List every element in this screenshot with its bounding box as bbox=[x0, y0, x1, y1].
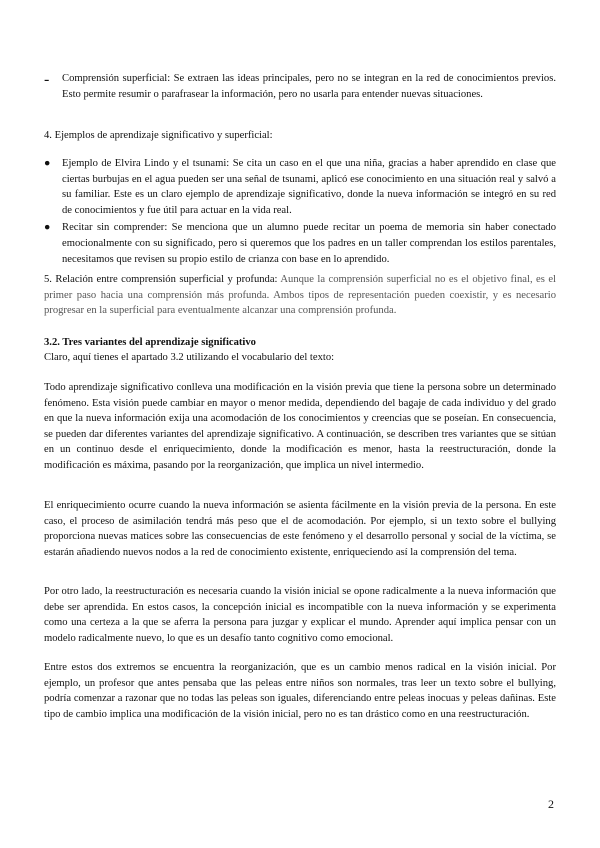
section5-text: Aunque la comprensión superficial no es el objetivo final, es el primer paso hacia una comprensión más profunda. Ambos tipos de representación pueden coexistir, y es necesario progresar en la superficial para eventualmente alcanzar una comprensión profunda. bbox=[44, 274, 556, 317]
bullet-icon: ● bbox=[44, 158, 51, 169]
dash-item-term: Comprensión superficial bbox=[62, 73, 168, 84]
body-paragraph: El enriquecimiento ocurre cuando la nueva información se asienta fácilmente en la visión previa de la persona. En este caso, el proceso de asimilación tendrá más peso que el de acomodación. Por ejemplo, si un texto sobre el bullying proporciona nuevas matices sobre las consecuencias de este fenómeno y el desarrollo personal y social de la víctima, se estarán añadiendo nuevos nodos a la red de conocimiento existente, enriqueciendo así la comprensión del tema. bbox=[44, 500, 556, 558]
dash-list-item bbox=[44, 71, 556, 102]
page-number: 2 bbox=[548, 797, 554, 811]
body-paragraph: Entre estos dos extremos se encuentra la reorganización, que es un cambio menos radical en la visión inicial. Por ejemplo, un profesor que antes pensaba que las peleas entre niños son normales, tras leer un texto sobre el bullying, podría comenzar a razonar que no todas las peleas son iguales, diferenciando entre peleas inocuas y peleas dañinas. Este tipo de cambio implica una modificación de la visión inicial, pero no es tan drástico como en una reestructuración. bbox=[44, 662, 556, 720]
bullet-term: Ejemplo de Elvira Lindo y el tsunami bbox=[62, 158, 227, 169]
bullet-term: Recitar sin comprender bbox=[62, 222, 165, 234]
section4-heading: 4. Ejemplos de aprendizaje significativo y superficial: bbox=[44, 130, 273, 141]
section5-lead: 5. Relación entre comprensión superficial y profunda: bbox=[44, 274, 278, 285]
section32-intro: Claro, aquí tienes el apartado 3.2 utilizando el vocabulario del texto: bbox=[44, 352, 335, 363]
dash-marker: - bbox=[44, 71, 50, 88]
bullet-icon: ● bbox=[44, 222, 51, 234]
body-paragraph: Todo aprendizaje significativo conlleva una modificación en la visión previa que tiene la persona sobre un determinado fenómeno. Esta visión puede cambiar en mayor o menor medida, dependiendo del bagaje de cada individuo y del grado en que la nueva información exija una acomodación de los conocimientos y creencias que se poseían. En consecuencia, se pueden dar diferentes variantes del aprendizaje significativo. A continuación, se describen tres variantes que se sitúan en un continuo desde el enriquecimiento, donde la modificación es menor, hasta la reestructuración, donde la modificación es máxima, pasando por la reorganización, que implica un nivel intermedio. bbox=[44, 382, 556, 471]
section32-heading: 3.2. Tres variantes del aprendizaje significativo bbox=[44, 337, 256, 348]
dash-item-paragraph bbox=[62, 71, 556, 102]
section4-bullet-list bbox=[44, 156, 556, 269]
bullet-item bbox=[44, 156, 556, 218]
bullet-text: : Se menciona que un alumno puede recitar un poema de memoria sin haber conectado emocionalmente con su significado, pero si queremos que los padres en un taller comprendan los estilos parentales, necesitamos que revisen su propio estilo de crianza con base en lo aprendido. bbox=[62, 222, 556, 265]
bullet-item bbox=[44, 220, 556, 267]
section5-paragraph bbox=[44, 272, 556, 319]
bullet-text: : Se cita un caso en el que una niña, gracias a haber aprendido en clase que ciertas burbujas en el agua pueden ser una señal de tsunami, aplicó ese conocimiento en una situación real y salvó a su familiar. Este es un claro ejemplo de aprendizaje significativo, donde la nueva información se integró en su red de conocimientos y fue útil para actuar en la vida real. bbox=[62, 158, 556, 216]
body-paragraph: Por otro lado, la reestructuración es necesaria cuando la visión inicial se opone radicalmente a la nueva información que debe ser aprendida. En estos casos, la concepción inicial es incompatible con la nueva información y se experimenta como una certeza a la que se aferra la persona para juzgar y explicar el mundo. Aprender aquí implica pensar con un modelo radicalmente nuevo, lo que es un desafío tanto cognitivo como emocional. bbox=[44, 586, 556, 644]
dash-item-text: : Se extraen las ideas principales, pero no se integran en la red de conocimientos previos. Esto permite resumir o parafrasear la información, pero no usarla para entender nuevas situaciones. bbox=[62, 73, 556, 100]
